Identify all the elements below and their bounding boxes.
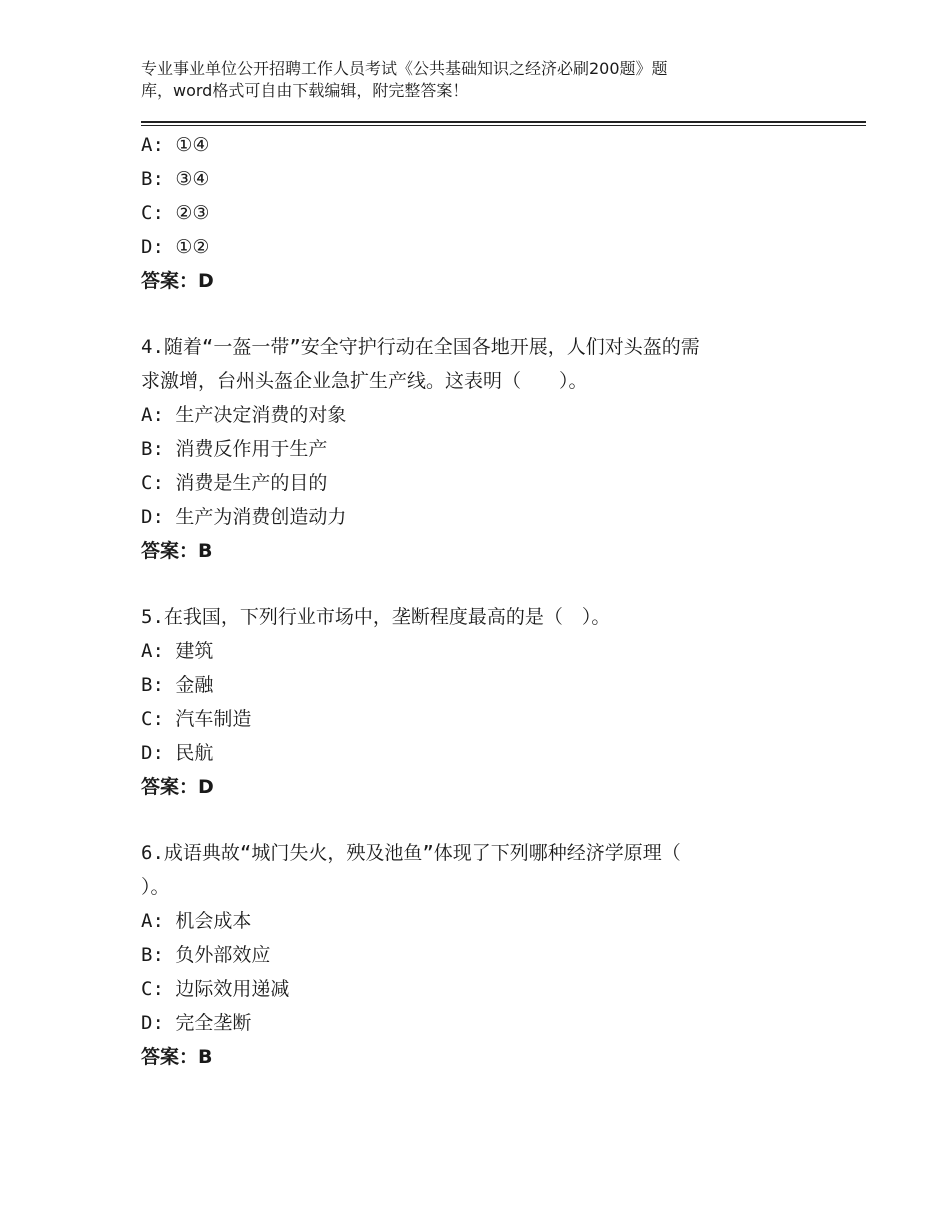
question-4-block	[141, 330, 821, 568]
option-b: B: 消费反作用于生产	[141, 438, 328, 460]
option-d: D: 生产为消费创造动力	[141, 506, 347, 528]
option-b: B: ③④	[141, 168, 210, 190]
option-d: D: 完全垄断	[141, 1012, 252, 1034]
question-3-block	[141, 128, 821, 298]
option-a: A: 生产决定消费的对象	[141, 404, 347, 426]
question-stem-line-2: ）。	[141, 876, 170, 898]
option-b: B: 金融	[141, 674, 214, 696]
option-c: C: 消费是生产的目的	[141, 472, 328, 494]
header-title-line-2: 库，word格式可自由下载编辑，附完整答案！	[141, 81, 469, 100]
option-c: C: 汽车制造	[141, 708, 252, 730]
option-a: A: 建筑	[141, 640, 214, 662]
answer: 答案：B	[141, 1046, 213, 1068]
option-a: A: 机会成本	[141, 910, 252, 932]
question-5-block	[141, 600, 821, 804]
option-d: D: ①②	[141, 236, 210, 258]
question-list	[141, 128, 821, 1074]
header-title-line-1: 专业事业单位公开招聘工作人员考试《公共基础知识之经济必刷200题》题	[141, 59, 668, 78]
answer: 答案：D	[141, 776, 214, 798]
option-d: D: 民航	[141, 742, 214, 764]
option-c: C: 边际效用递减	[141, 978, 290, 1000]
question-stem-line-2: 求激增，台州头盔企业急扩生产线。这表明（ ）。	[141, 370, 588, 392]
header-divider-thick	[141, 121, 866, 123]
spacer	[141, 298, 821, 330]
question-stem-line-1: 5.在我国，下列行业市场中，垄断程度最高的是（ ）。	[141, 606, 611, 628]
header-divider-thin	[141, 125, 866, 126]
page-header	[141, 58, 781, 102]
answer: 答案：D	[141, 270, 214, 292]
question-stem-line-1: 4.随着“一盔一带”安全守护行动在全国各地开展，人们对头盔的需	[141, 336, 700, 358]
option-b: B: 负外部效应	[141, 944, 271, 966]
question-6-block	[141, 836, 821, 1074]
spacer	[141, 568, 821, 600]
spacer	[141, 804, 821, 836]
answer: 答案：B	[141, 540, 213, 562]
option-a: A: ①④	[141, 134, 210, 156]
question-stem-line-1: 6.成语典故“城门失火，殃及池鱼”体现了下列哪种经济学原理（	[141, 842, 681, 864]
option-c: C: ②③	[141, 202, 210, 224]
